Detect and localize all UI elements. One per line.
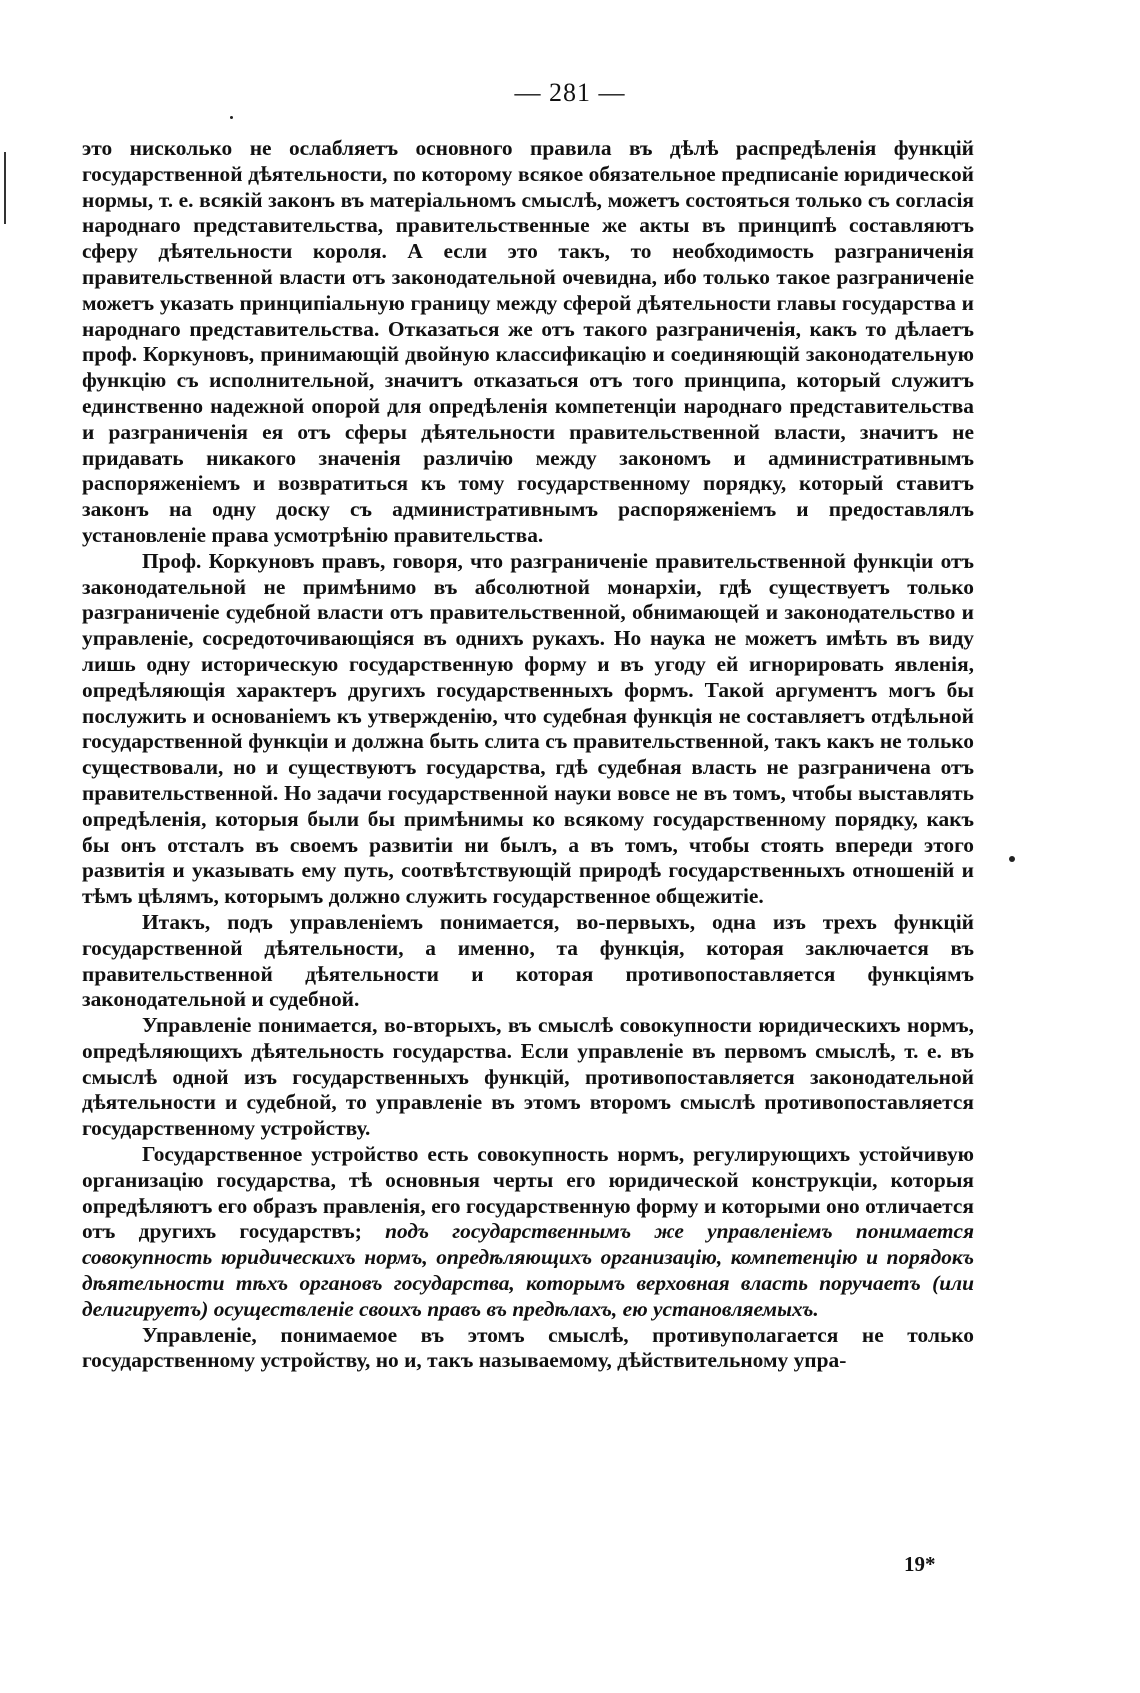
paragraph-5-regular: Государственное устройство есть совокупность нормъ, регулирующихъ устойчивую организацію государства, тѣ основныя черты его юридической конструкціи, которыя опредѣляютъ его образъ правленія, его государственную форму и которыми оно отличается отъ другихъ государствъ; bbox=[82, 1142, 974, 1244]
paragraph-1: это нисколько не ослабляетъ основного правила въ дѣлѣ распредѣленія функцій государственной дѣятельности, по которому всякое обязательное предписаніе юридической нормы, т. е. всякій законъ въ матеріальномъ смыслѣ, можетъ состояться только съ согласія народнаго представительства, правительственные же акты въ принципѣ составляютъ сферу дѣятельности короля. А если это такъ, то необходимость разграниченія правительственной власти отъ законодательной очевидна, ибо только такое разграниченіе можетъ указать принципіальную границу между сферой дѣятельности главы государства и народнаго представительства. Отказаться же отъ такого разграниченія, какъ то дѣлаетъ проф. Коркуновъ, принимающій двойную классификацію и соединяющій законодательную функцію съ исполнительной, значитъ отказаться отъ того принципа, который служитъ единственно надежной опорой для опредѣленія компетенціи народнаго представительства и разграниченія ея отъ сферы дѣятельности правительственной власти, значитъ не придавать никакого значенія различію между закономъ и административнымъ распоряженіемъ и возвратиться къ тому государственному порядку, который ставитъ законъ на одну доску съ административнымъ распоряженіемъ и предоставлялъ установленіе права усмотрѣнію правительства. bbox=[82, 136, 974, 547]
paragraph-5-italic: подъ государственнымъ же управленіемъ понимается совокупность юридическихъ нормъ, опредѣляющихъ организацію, компетенцію и порядокъ дѣятельности тѣхъ органовъ государства, которымъ верховная власть поручаетъ (или делигируетъ) осуществленіе своихъ правъ въ предѣлахъ, ею установляемыхъ. bbox=[82, 1219, 974, 1321]
body-text bbox=[82, 136, 974, 1374]
ink-speck bbox=[1009, 856, 1015, 862]
paragraph-2: Проф. Коркуновъ правъ, говоря, что разграниченіе правительственной функціи отъ законодательной не примѣнимо въ абсолютной монархіи, гдѣ существуетъ только разграниченіе судебной власти отъ правительственной, обнимающей и законодательство и управленіе, сосредоточивающіяся въ однихъ рукахъ. Но наука не можетъ имѣть въ виду лишь одну историческую государственную форму и въ угоду ей игнорировать явленія, опредѣляющія характеръ другихъ государственныхъ формъ. Такой аргументъ могъ бы послужить и основаніемъ къ утвержденію, что судебная функція не составляетъ отдѣльной государственной функціи и должна быть слита съ правительственной, такъ какъ не только существовали, но и существуютъ государства, гдѣ судебная власть не разграничена отъ правительственной. Но задачи государственной науки вовсе не въ томъ, чтобы выставлять опредѣленія, которыя были бы примѣнимы ко всякому государственному порядку, какъ бы онъ отсталъ въ своемъ развитіи ни былъ, а въ томъ, чтобы стоять впереди этого развитія и указывать ему путь, соотвѣтствующій природѣ государственныхъ отношеній и тѣмъ цѣлямъ, которымъ должно служить государственное общежитіе. bbox=[82, 548, 974, 909]
paragraph-6: Управленіе, понимаемое въ этомъ смыслѣ, противуполагается не только государственному устройству, но и, такъ называемому, дѣйствительному упра- bbox=[82, 1322, 974, 1373]
signature-mark: 19* bbox=[904, 1552, 936, 1576]
paragraph-4: Управленіе понимается, во-вторыхъ, въ смыслѣ совокупности юридическихъ нормъ, опредѣляющихъ дѣятельность государства. Если управленіе въ первомъ смыслѣ, т. е. въ смыслѣ одной изъ государственныхъ функцій, противопоставляется законодательной дѣятельности и судебной, то управленіе въ этомъ второмъ смыслѣ противопоставляется государственному устройству. bbox=[82, 1013, 974, 1141]
paragraph-5 bbox=[82, 1142, 974, 1323]
margin-rule bbox=[4, 152, 6, 224]
page-number: — 281 — bbox=[514, 78, 626, 107]
paragraph-3: Итакъ, подъ управленіемъ понимается, во-первыхъ, одна изъ трехъ функцій государственной дѣятельности, а именно, та функція, которая заключается въ правительственной дѣятельности и которая противопоставляется функціямъ законодательной и судебной. bbox=[82, 909, 974, 1012]
ink-speck bbox=[230, 116, 233, 119]
